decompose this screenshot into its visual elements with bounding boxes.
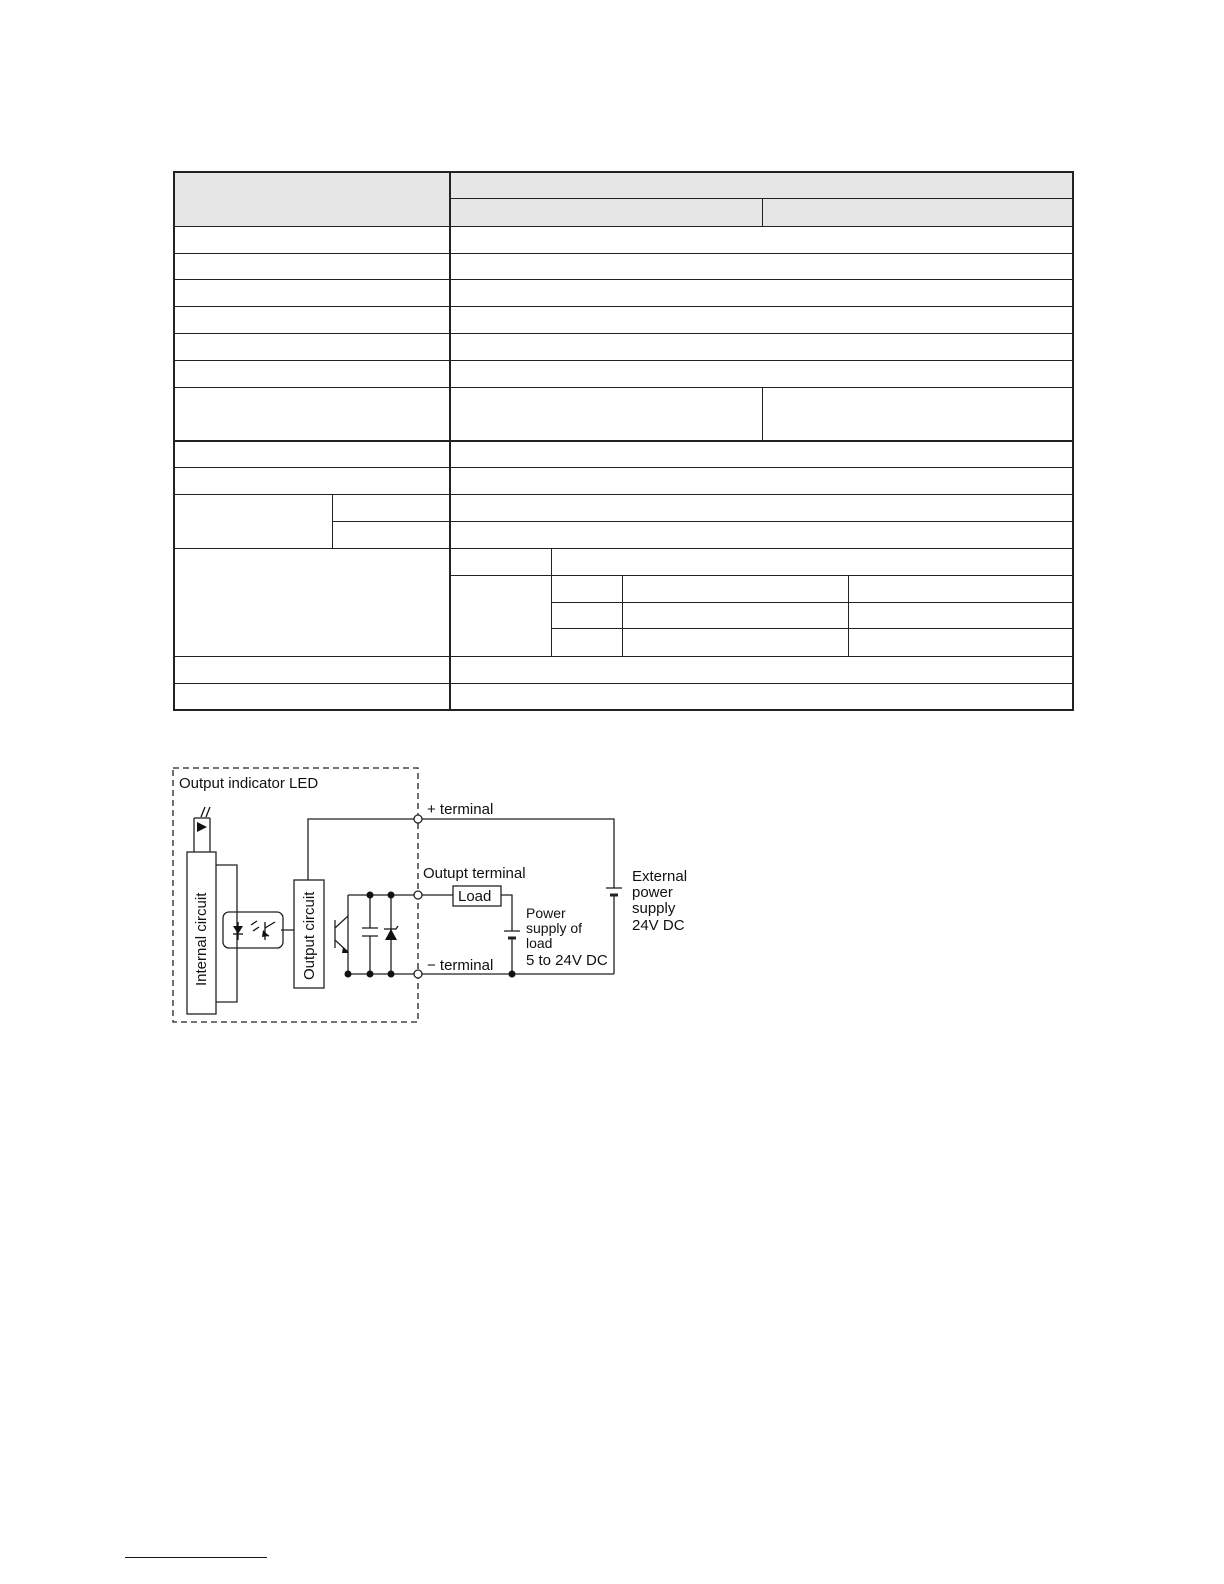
junction-dot [345,971,352,978]
led-label: Output indicator LED [179,775,319,792]
junction-dot [388,971,395,978]
external-supply-line-2: power [632,884,673,901]
row-line [332,521,1074,522]
junction-dot [367,971,374,978]
row-line [173,494,1074,495]
minus-terminal-point [414,970,422,978]
table-border-bottom [173,709,1074,711]
junction-dot [509,971,516,978]
row-line [173,306,1074,307]
load-supply-line-2: supply of [526,920,583,936]
led-icon [197,822,207,832]
row-line [173,387,1074,388]
row-line [450,575,1074,576]
row-line [173,360,1074,361]
external-supply-line-4: 24V DC [632,917,685,934]
row-line [173,656,1074,657]
column-divider [848,575,849,656]
header-cell-item [173,171,450,226]
header-cell-spec [450,171,1074,198]
header-cell-subspec-left [450,198,762,226]
load-supply-line-4: 5 to 24V DC [526,952,608,969]
output-terminal-label: Outupt terminal [423,865,526,882]
load-supply-line-1: Power [526,905,566,921]
junction-dot [388,892,395,899]
external-supply-line-3: supply [632,900,676,917]
footnote-separator [125,1557,267,1558]
column-divider [332,494,333,548]
load-supply-line-3: load [526,935,553,951]
column-divider [762,198,763,226]
output-circuit-diagram [165,760,705,1035]
spec-table [173,171,1074,711]
row-line [173,333,1074,334]
output-terminal-point [414,891,422,899]
load-label: Load [458,888,492,905]
output-circuit-label: Output circuit [301,891,318,980]
column-divider [762,387,763,441]
junction-dot [367,892,374,899]
row-line [173,467,1074,468]
row-line [173,548,1074,549]
optocoupler [223,912,283,948]
row-line [551,628,1074,629]
row-line [173,226,1074,227]
minus-terminal-label: − terminal [427,957,494,974]
row-line [551,602,1074,603]
column-divider [551,548,552,656]
zener-diode-icon [385,929,397,940]
row-line [173,440,1074,442]
row-line [173,683,1074,684]
external-supply-line-1: External [632,868,688,885]
row-line [173,279,1074,280]
column-divider [622,575,623,656]
table-border-top [173,171,1074,173]
plus-terminal-label: + terminal [427,801,494,818]
row-line [173,253,1074,254]
header-cell-subspec-right [762,198,1074,226]
plus-terminal-point [414,815,422,823]
internal-circuit-label: Internal circuit [193,892,210,986]
